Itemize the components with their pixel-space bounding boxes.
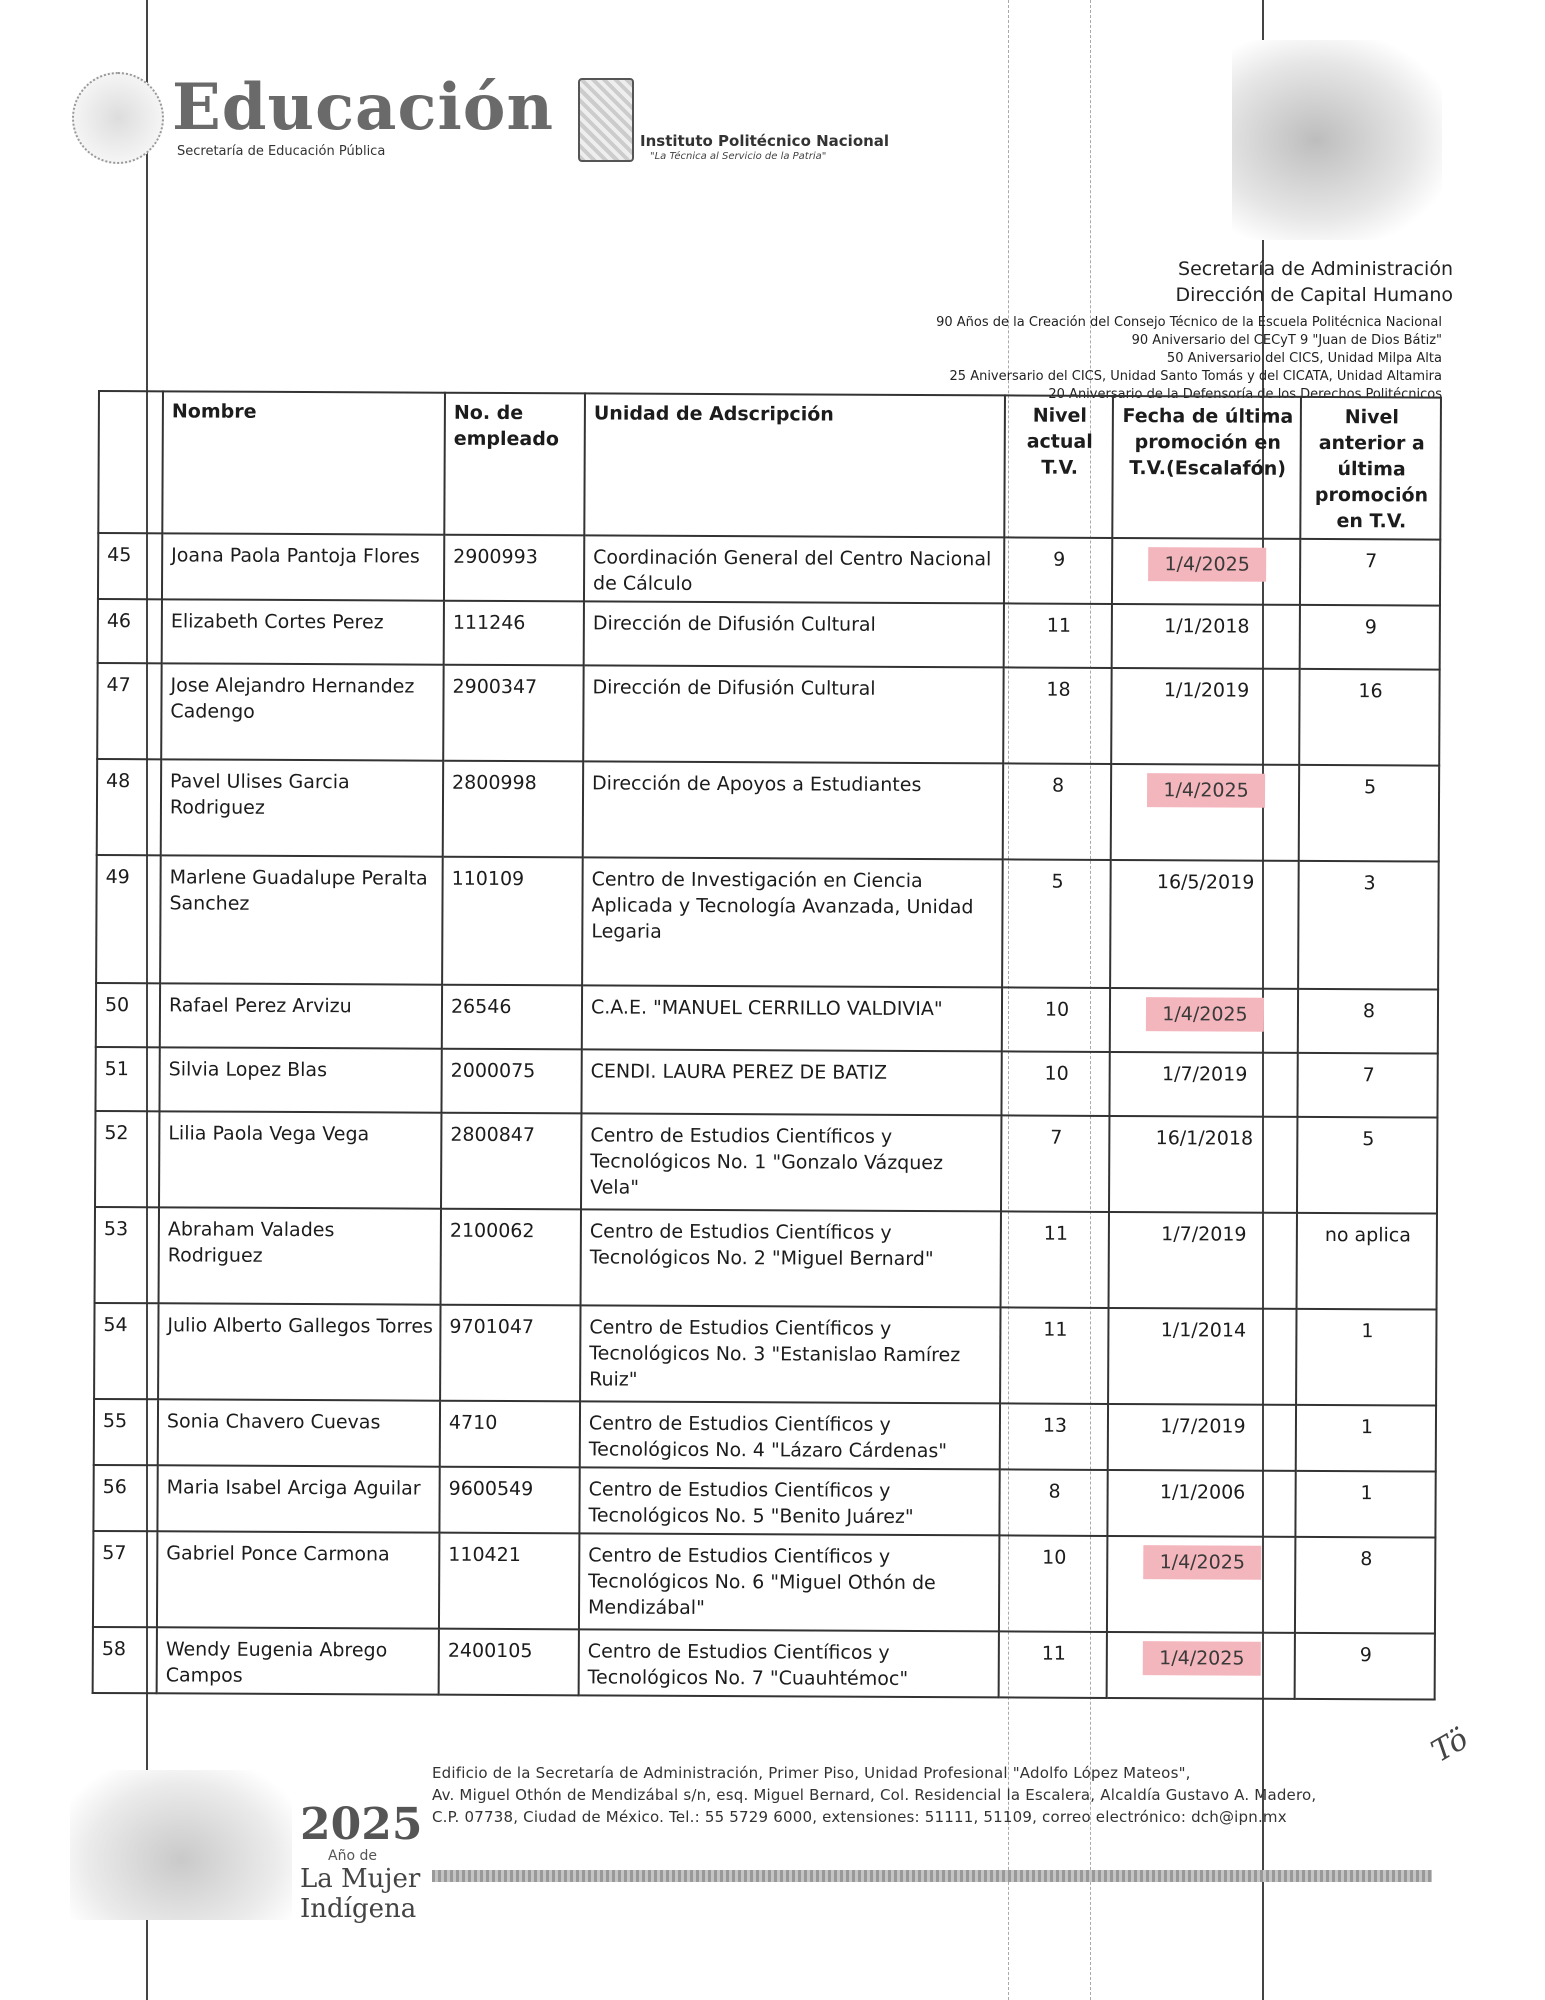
admin-title: Secretaría de Administración	[1178, 258, 1453, 280]
table-row	[95, 1111, 1437, 1214]
handwritten-initials: Tö	[1425, 1721, 1475, 1770]
employee-number: 2000075	[441, 1049, 581, 1114]
anniversary-line: 25 Aniversario del CICS, Unidad Santo Tomás y del CICATA, Unidad Altamira	[949, 369, 1442, 384]
table-header-row	[98, 391, 1441, 540]
employee-number: 2400105	[439, 1629, 579, 1696]
highlighted-promotion-date: 1/4/2025	[1146, 997, 1264, 1032]
employee-name: Silvia Lopez Blas	[159, 1047, 441, 1112]
assigned-unit: C.A.E. "MANUEL CERRILLO VALDIVIA"	[582, 985, 1002, 1051]
footer-divider-bar	[432, 1870, 1432, 1882]
promotion-date: 1/1/2006	[1159, 1481, 1246, 1504]
employee-name: Julio Alberto Gallegos Torres	[158, 1303, 440, 1400]
header-index	[98, 391, 163, 533]
row-number: 52	[95, 1111, 159, 1207]
current-level: 11	[1004, 603, 1112, 668]
current-level: 11	[999, 1631, 1107, 1698]
anniversary-line: 50 Aniversario del CICS, Unidad Milpa Alta	[1166, 351, 1442, 366]
heroine-flag-illustration	[1232, 40, 1442, 240]
year-title-line2: Indígena	[300, 1894, 417, 1924]
current-level: 11	[1001, 1211, 1109, 1308]
promotion-date: 16/1/2018	[1155, 1127, 1254, 1150]
row-number: 53	[95, 1207, 159, 1303]
row-number: 45	[98, 533, 162, 599]
employee-name: Elizabeth Cortes Perez	[162, 599, 444, 664]
anniversary-line: 90 Años de la Creación del Consejo Técnico de la Escuela Politécnica Nacional	[936, 315, 1442, 330]
employee-number: 2800998	[443, 761, 583, 858]
promotion-date-cell	[1109, 1116, 1297, 1213]
anniversary-line: 90 Aniversario del CECyT 9 "Juan de Dios Bátiz"	[1131, 333, 1442, 348]
employee-name: Jose Alejandro Hernandez Cadengo	[161, 663, 443, 760]
employee-number: 110421	[439, 1533, 579, 1630]
employee-name: Sonia Chavero Cuevas	[158, 1399, 440, 1466]
header-previous-level: Nivel anterior a última promoción en T.V.	[1300, 397, 1441, 540]
previous-level: 8	[1295, 1537, 1435, 1634]
table-row	[98, 533, 1440, 606]
footer-address	[432, 1762, 1316, 1828]
header-employee-number: No. de empleado	[444, 393, 585, 536]
table-row	[93, 1465, 1435, 1538]
promotion-date: 1/1/2014	[1160, 1319, 1247, 1342]
promotion-date-cell	[1109, 1052, 1297, 1117]
address-line: Edificio de la Secretaría de Administración, Primer Piso, Unidad Profesional "Adolfo López Mateos",	[432, 1764, 1191, 1782]
row-number: 56	[93, 1465, 157, 1531]
previous-level: 8	[1298, 989, 1438, 1054]
institute-motto: "La Técnica al Servicio de la Patria"	[650, 151, 827, 162]
assigned-unit: Centro de Estudios Científicos y Tecnológicos No. 3 "Estanislao Ramírez Ruiz"	[580, 1305, 1000, 1403]
admin-subtitle: Dirección de Capital Humano	[1175, 284, 1453, 306]
promotion-date-cell	[1110, 860, 1299, 989]
employee-name: Joana Paola Pantoja Flores	[162, 533, 444, 600]
table-row	[94, 1303, 1436, 1406]
row-number: 55	[94, 1399, 158, 1465]
admin-block	[1176, 256, 1453, 308]
employee-number: 4710	[440, 1401, 580, 1468]
promotion-date: 1/7/2019	[1161, 1223, 1247, 1246]
anniversary-line: 20 Aniversario de la Defensoría de los Derechos Politécnicos	[1048, 387, 1442, 402]
previous-level: 16	[1299, 669, 1439, 766]
indigenous-women-illustration	[70, 1770, 292, 1920]
assigned-unit: Centro de Estudios Científicos y Tecnológicos No. 6 "Miguel Othón de Mendizábal"	[579, 1533, 999, 1631]
employee-number: 2900347	[443, 665, 583, 762]
header-current-level: Nivel actual T.V.	[1004, 395, 1113, 538]
employee-number: 26546	[442, 985, 582, 1050]
row-number: 58	[93, 1627, 157, 1693]
assigned-unit: CENDI. LAURA PEREZ DE BATIZ	[581, 1049, 1001, 1115]
previous-level: 5	[1299, 765, 1439, 862]
row-number: 51	[95, 1047, 159, 1111]
previous-level: 1	[1296, 1405, 1436, 1472]
current-level: 8	[1003, 763, 1111, 860]
previous-level: 3	[1298, 861, 1439, 990]
year-number: 2025	[300, 1799, 423, 1850]
assigned-unit: Coordinación General del Centro Nacional de Cálculo	[584, 535, 1004, 603]
row-number: 49	[96, 855, 161, 983]
employee-number: 110109	[442, 857, 583, 986]
promotion-date-cell	[1111, 764, 1299, 861]
header-unit: Unidad de Adscripción	[584, 393, 1005, 537]
promotion-date-cell	[1108, 1404, 1296, 1471]
row-number: 47	[97, 663, 161, 759]
table-row	[95, 1207, 1437, 1310]
assigned-unit: Centro de Estudios Científicos y Tecnológicos No. 4 "Lázaro Cárdenas"	[580, 1401, 1000, 1469]
previous-level: no aplica	[1297, 1213, 1437, 1310]
header-last-promotion-date: Fecha de última promoción en T.V.(Escalafón)	[1112, 396, 1301, 539]
assigned-unit: Centro de Investigación en Ciencia Aplicada y Tecnología Avanzada, Unidad Legaria	[582, 857, 1003, 987]
promotion-date-cell	[1112, 604, 1300, 669]
ipn-shield-icon	[578, 78, 634, 162]
current-level: 13	[1000, 1403, 1108, 1470]
table-row	[93, 1627, 1435, 1700]
row-number: 54	[94, 1303, 158, 1399]
table-row	[96, 983, 1438, 1054]
employee-name: Marlene Guadalupe Peralta Sanchez	[160, 855, 443, 984]
institute-name: Instituto Politécnico Nacional	[640, 132, 890, 150]
previous-level: 9	[1300, 605, 1440, 670]
employee-name: Pavel Ulises Garcia Rodriguez	[161, 759, 443, 856]
year-title-line1: La Mujer	[300, 1864, 421, 1894]
assigned-unit: Centro de Estudios Científicos y Tecnológicos No. 5 "Benito Juárez"	[579, 1467, 999, 1535]
table-row	[96, 855, 1439, 990]
table-row	[94, 1399, 1436, 1472]
table-row	[95, 1047, 1437, 1118]
promotion-date: 1/7/2019	[1160, 1415, 1246, 1438]
assigned-unit: Centro de Estudios Científicos y Tecnológicos No. 1 "Gonzalo Vázquez Vela"	[581, 1113, 1001, 1211]
anniversary-list	[936, 314, 1442, 404]
assigned-unit: Centro de Estudios Científicos y Tecnológicos No. 7 "Cuauhtémoc"	[579, 1629, 999, 1697]
assigned-unit: Dirección de Difusión Cultural	[584, 601, 1004, 667]
table-row	[97, 759, 1439, 862]
previous-level: 5	[1297, 1117, 1437, 1214]
table-body	[93, 533, 1441, 1700]
previous-level: 7	[1300, 539, 1440, 606]
current-level: 7	[1001, 1115, 1109, 1212]
highlighted-promotion-date: 1/4/2025	[1143, 1641, 1261, 1676]
year-logo	[300, 1799, 450, 1924]
row-number: 46	[98, 599, 162, 663]
brand-subtitle: Secretaría de Educación Pública	[177, 144, 386, 159]
previous-level: 7	[1297, 1053, 1437, 1118]
address-line: Av. Miguel Othón de Mendizábal s/n, esq. Miguel Bernard, Col. Residencial la Escalera, Alcaldía Gustavo A. Madero,	[432, 1786, 1317, 1804]
employee-number: 9701047	[440, 1305, 580, 1402]
current-level: 5	[1002, 859, 1111, 988]
promotion-date-cell	[1109, 1212, 1297, 1309]
table-row	[93, 1531, 1435, 1634]
current-level: 10	[999, 1535, 1107, 1632]
employee-name: Wendy Eugenia Abrego Campos	[157, 1627, 439, 1694]
current-level: 10	[1002, 987, 1110, 1052]
current-level: 8	[999, 1469, 1107, 1536]
employee-number: 2800847	[441, 1113, 581, 1210]
employee-name: Gabriel Ponce Carmona	[157, 1531, 439, 1628]
employee-number: 2100062	[441, 1209, 581, 1306]
header-name: Nombre	[162, 391, 445, 534]
national-seal-icon	[72, 72, 164, 164]
current-level: 11	[1000, 1307, 1108, 1404]
address-line: C.P. 07738, Ciudad de México. Tel.: 55 5729 6000, extensiones: 51111, 51109, correo electrónico: dch@ipn.mx	[432, 1808, 1287, 1826]
table-row	[97, 663, 1439, 766]
promotion-date-cell	[1107, 1632, 1295, 1699]
promotion-date: 1/1/2018	[1164, 615, 1250, 638]
promotion-date-cell	[1107, 1536, 1295, 1633]
highlighted-promotion-date: 1/4/2025	[1147, 773, 1265, 808]
promotion-date: 16/5/2019	[1156, 871, 1255, 894]
employee-number: 9600549	[439, 1467, 579, 1534]
employee-number: 111246	[444, 601, 584, 666]
employee-name: Rafael Perez Arvizu	[160, 983, 442, 1048]
previous-level: 1	[1295, 1471, 1435, 1538]
employee-name: Maria Isabel Arciga Aguilar	[157, 1465, 439, 1532]
promotion-date: 1/7/2019	[1161, 1063, 1248, 1086]
highlighted-promotion-date: 1/4/2025	[1144, 1545, 1262, 1580]
current-level: 9	[1004, 537, 1112, 604]
employee-number: 2900993	[444, 535, 584, 602]
previous-level: 9	[1295, 1633, 1435, 1700]
row-number: 50	[96, 983, 160, 1047]
year-caption: Año de	[328, 1848, 377, 1864]
employee-name: Abraham Valades Rodriguez	[159, 1207, 441, 1304]
promotion-table	[92, 390, 1442, 1701]
row-number: 48	[97, 759, 161, 855]
assigned-unit: Dirección de Apoyos a Estudiantes	[583, 761, 1003, 859]
table-row	[98, 599, 1440, 670]
promotion-date-cell	[1108, 1308, 1296, 1405]
promotion-date: 1/1/2019	[1163, 679, 1250, 702]
previous-level: 1	[1296, 1309, 1436, 1406]
promotion-date-cell	[1107, 1470, 1295, 1537]
current-level: 18	[1003, 667, 1111, 764]
highlighted-promotion-date: 1/4/2025	[1148, 547, 1266, 582]
promotion-date-cell	[1111, 668, 1299, 765]
current-level: 10	[1001, 1051, 1109, 1116]
brand-title: Educación	[172, 70, 554, 145]
promotion-date-cell	[1112, 538, 1300, 605]
assigned-unit: Centro de Estudios Científicos y Tecnológicos No. 2 "Miguel Bernard"	[581, 1209, 1001, 1307]
promotion-date-cell	[1110, 988, 1298, 1053]
row-number: 57	[93, 1531, 157, 1627]
assigned-unit: Dirección de Difusión Cultural	[583, 665, 1003, 763]
employee-name: Lilia Paola Vega Vega	[159, 1111, 441, 1208]
